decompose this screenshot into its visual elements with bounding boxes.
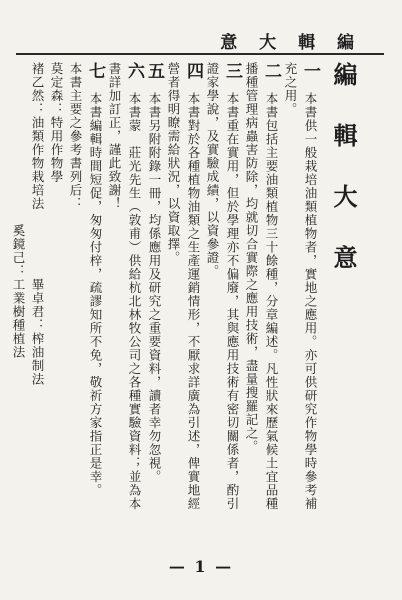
page-title: 編 輯 大 意 — [329, 62, 358, 273]
section-number: 六 — [124, 62, 144, 80]
section-text: 本書蒙 莊光先生（敦甫）供給杭北林牧公司之各種實驗資料；並為本書詳加訂正，謹此致謝！ — [107, 62, 142, 511]
section-6 — [105, 62, 144, 522]
section-text: 本書另附附錄一冊，均係應用及研究之重要資料，讀者幸勿忽視。 — [147, 92, 162, 484]
section-text: 本書對於各種植物油類之生產運銷情形，不厭求詳廣為引述，俾實地經營者得明瞭需給狀況，以資取擇。 — [166, 62, 201, 511]
section-1 — [281, 62, 320, 522]
running-header: 意 大 輯 編 — [220, 33, 362, 53]
reference-item: 褚乙然：油類作物栽培法 畢卓君：榨油制法 — [30, 62, 45, 386]
section-text: 本書包括主要油類植物三十餘種，分章編述。凡性狀來歷氣候土宜品種播種管理病蟲害防除，均就切合實際之應用技術，盡量搜羅記之。 — [244, 62, 279, 511]
section-number: 一 — [300, 62, 320, 80]
section-number: 七 — [85, 62, 105, 80]
vertical-text-body — [11, 62, 358, 522]
reference-item: 奚鏡己：工業樹種植法 — [11, 224, 26, 359]
section-text: 本書重在實用，但於學理亦不偏廢，其與應用技術有密切關係者，酌引證家學說，及實驗成績，以資參證。 — [205, 62, 240, 511]
section-number: 五 — [144, 62, 164, 80]
reference-item: 莫定森：特用作物學 — [49, 62, 64, 184]
section-2 — [242, 62, 281, 522]
section-text: 本書供一般栽培油類植物者，實地之應用。亦可供研究作物學時參考補充之用。 — [283, 62, 318, 511]
section-5 — [144, 62, 164, 522]
section-number: 二 — [261, 62, 281, 80]
header-rule — [16, 53, 384, 55]
section-7 — [85, 62, 105, 522]
references-intro: 本書主要之參考書列后： — [68, 62, 83, 211]
section-number: 三 — [222, 62, 242, 80]
references — [9, 62, 85, 522]
section-4 — [164, 62, 203, 522]
page-number: — 1 — — [168, 557, 234, 576]
section-text: 本書編輯時間短促，匆匆付梓，疏謬知所不免，敬祈方家指正是幸。 — [88, 92, 103, 497]
section-3 — [203, 62, 242, 522]
section-number: 四 — [183, 62, 203, 80]
